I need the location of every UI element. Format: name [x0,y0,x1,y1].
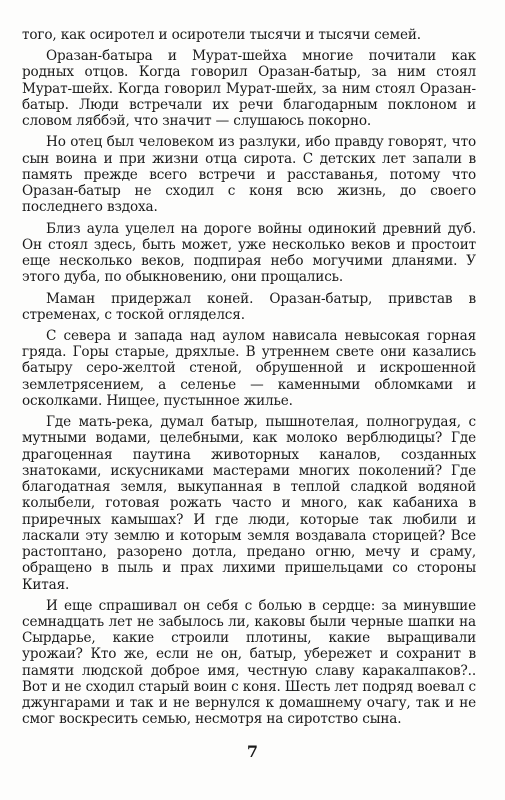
paragraph-continuation: того, как осиротел и осиротели тысячи и тысячи семей. [22,27,421,43]
paragraph: И еще спрашивал он себя с болью в сердце: за минувшие семнадцать лет не забылось ли, каковы были черные шапки на Сырдарье, какие строили плотины, какие выращивали урожаи? Кто же, если не он, батыр, убережет и сохранит в памяти людской доброе имя, честную славу каракалпаков?.. Вот и не сходил старый воин с коня. Шесть лет подряд воевал с джунгарами и так и не вернулся к домашнему очагу, так и не смог воскресить семью, несмотря на сиротство сына. [22,597,476,728]
page-number: 7 [246,742,259,761]
paragraph: Близ аула уцелел на дороге войны одинокий древний дуб. Он стоял здесь, быть может, уже несколько веков и простоит еще несколько веков, подпирая небо могучими дланями. У этого дуба, по обыкновению, они прощались. [22,220,476,286]
paragraph: Оразан-батыра и Мурат-шейха многие почитали как родных отцов. Когда говорил Оразан-батыр, за ним стоял Мурат-шейх. Когда говорил Мурат-шейх, за ним стоял Оразан-батыр. Люди встречали их речи благодарным поклоном и словом ляббэй, что значит — слушаюсь покорно. [22,48,476,130]
paragraph: Но отец был человеком из разлуки, ибо правду говорят, что сын воина и при жизни отца сирота. С детских лет запали в память прежде всего встречи и расставанья, потому что Оразан-батыр не сходил с коня всю жизнь, до своего последнего вздоха. [22,134,476,216]
body-text [22,27,476,728]
paragraph: Где мать-река, думал батыр, пышнотелая, полногрудая, с мутными водами, целебными, как молоко верблюдицы? Где драгоценная паутина животорных каналов, созданных знатоками, искусниками мастерами многих поколений? Где благодатная земля, выкупанная в теплой сладкой водяной колыбели, готовая рожать часто и много, как кабаниха в приречных камышах? И где люди, которые так любили и ласкали эту землю и которым земля воздавала сторицей? Все растоптано, разорено дотла, предано огню, мечу и сраму, обращено в пыль и прах лихими пришельцами со стороны Китая. [22,414,476,593]
paragraph: Маман придержал коней. Оразан-батыр, привстав в стременах, с тоской огляделся. [22,290,476,323]
paragraph: С севера и запада над аулом нависала невысокая горная гряда. Горы старые, дряхлые. В утреннем свете они казались батыру серо-желтой стеной, обрушенной и искрошенной землетрясением, а селенье — каменными обломками и осколками. Нищее, пустынное жилье. [22,327,476,409]
